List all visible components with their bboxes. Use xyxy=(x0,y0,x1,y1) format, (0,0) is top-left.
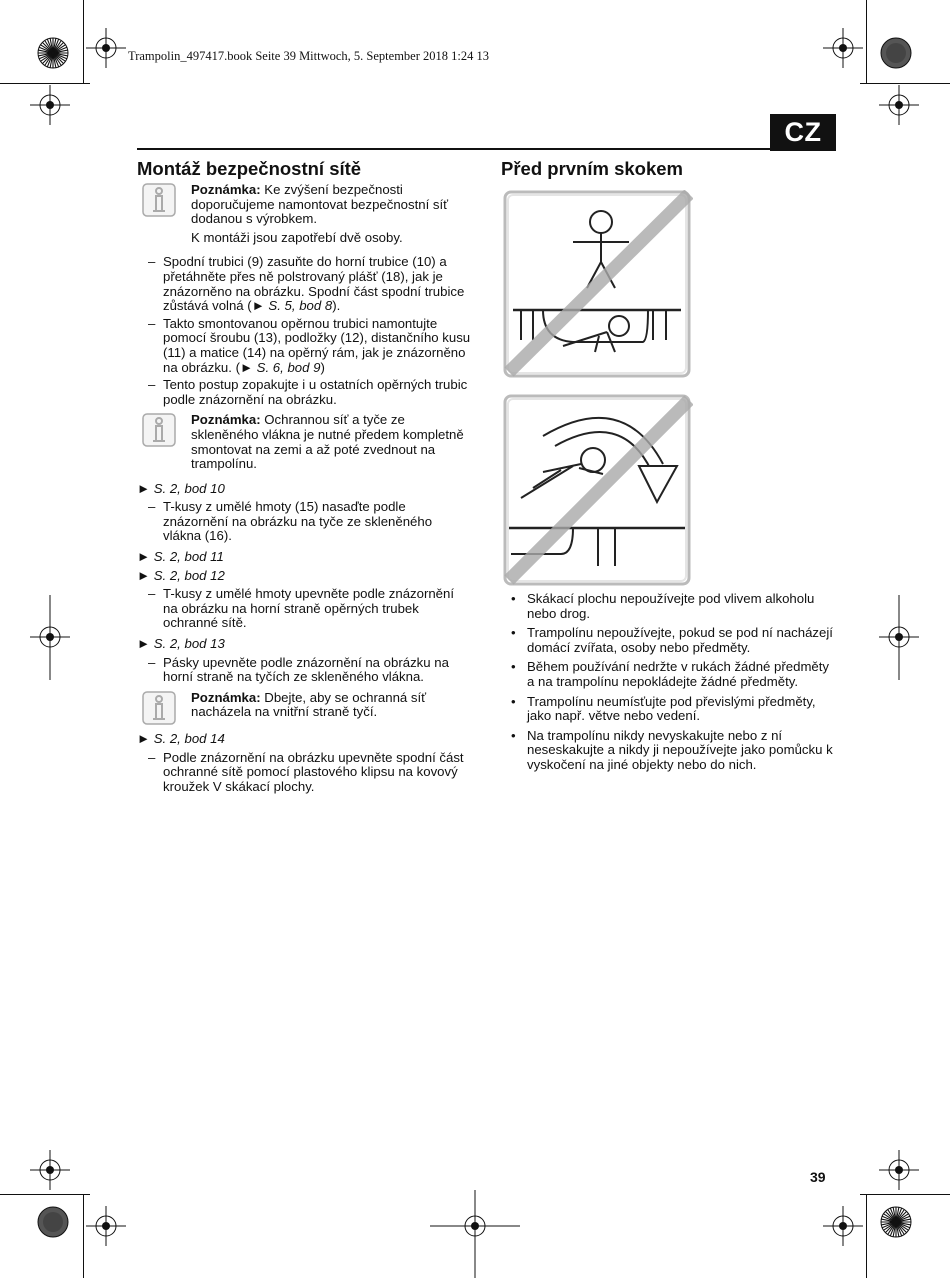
note-1-text: Poznámka: Ke zvýšení bezpečnosti doporučujeme namontovat bezpečnostní síť dodanou s výrobkem. xyxy=(191,182,449,227)
list-item: • Trampolínu neumísťujte pod převislými předměty, jako např. větve nebo vedení. xyxy=(501,695,837,724)
steps-13 xyxy=(137,656,472,685)
ref-14: ► S. 2, bod 14 xyxy=(137,731,225,746)
list-item: – Tento postup zopakujte i u ostatních opěrných trubic podle znázornění na obrázku. xyxy=(137,378,472,407)
note-1-text-2: K montáži jsou zapotřebí dvě osoby. xyxy=(191,229,403,245)
note-2-text: Poznámka: Ochrannou síť a tyče ze skleněného vlákna je nutné předem kompletně smontovat na zemi a až poté zvednout na trampolínu. xyxy=(191,412,464,472)
list-item: • Na trampolínu nikdy nevyskakujte nebo z ní neseskakujte a nikdy ji nepoužívejte jako pomůcku k vyskočení na jiné objekty nebo do nich. xyxy=(501,729,837,773)
info-note-icon xyxy=(142,691,176,725)
ref-13: ► S. 2, bod 13 xyxy=(137,636,225,652)
list-item: – Podle znázornění na obrázku upevněte spodní část ochranné sítě pomocí plastového klipsu na kovový kroužek V skákací plochy. xyxy=(137,751,472,795)
list-item: – T-kusy z umělé hmoty (15) nasaďte podle znázornění na obrázku na tyče ze skleněného vlákna (16). xyxy=(137,500,472,544)
info-note-icon xyxy=(142,413,176,447)
language-tab: CZ xyxy=(770,114,836,151)
ref-10: ► S. 2, bod 10 xyxy=(137,480,225,496)
note-1 xyxy=(137,183,472,245)
right-heading: Před prvním skokem xyxy=(501,158,683,179)
steps-10 xyxy=(137,500,472,544)
list-item: – Spodní trubici (9) zasuňte do horní trubice (10) a přetáhněte přes ně polstrovaný plášť (18), jak je znázorněno na obrázku. Spodní část spodní trubice zůstává volná (► S. 5, bod 8). xyxy=(137,255,472,313)
steps-12 xyxy=(137,587,472,631)
prohibited-flip-pictogram xyxy=(503,394,693,588)
header-rule xyxy=(137,148,771,150)
steps-14 xyxy=(137,751,472,795)
list-item: • Během používání nedržte v rukách žádné předměty a na trampolínu nepokládejte žádné předměty. xyxy=(501,660,837,689)
info-note-icon xyxy=(142,183,176,217)
note-2 xyxy=(137,413,472,471)
list-item: – Pásky upevněte podle znázornění na obrázku na horní straně na tyčích ze skleněného vlákna. xyxy=(137,656,472,685)
ref-12: ► S. 2, bod 12 xyxy=(137,567,225,583)
ref-11: ► S. 2, bod 11 xyxy=(137,549,224,565)
note-3-text: Poznámka: Dbejte, aby se ochranná síť nacházela na vnitřní straně tyčí. xyxy=(191,689,427,720)
list-item: • Trampolínu nepoužívejte, pokud se pod ní nacházejí domácí zvířata, osoby nebo předměty. xyxy=(501,626,837,655)
right-column xyxy=(501,592,837,778)
list-item: – Takto smontovanou opěrnou trubici namontujte pomocí šroubu (13), podložky (12), distančního kusu (11) a matice (14) na opěrný rám, jak je znázorněno na obrázku. (► S. 6, bod 9) xyxy=(137,317,472,375)
left-column xyxy=(137,183,472,800)
steps-1 xyxy=(137,255,472,407)
file-header: Trampolin_497417.book Seite 39 Mittwoch, 5. September 2018 1:24 13 xyxy=(128,49,489,63)
page-number: 39 xyxy=(810,1169,826,1185)
prohibited-person-under-trampoline-pictogram xyxy=(503,190,693,380)
note-3 xyxy=(137,691,472,720)
safety-list xyxy=(501,592,837,773)
list-item: • Skákací plochu nepoužívejte pod vlivem alkoholu nebo drog. xyxy=(501,592,837,621)
left-heading: Montáž bezpečnostní sítě xyxy=(137,158,362,179)
list-item: – T-kusy z umělé hmoty upevněte podle znázornění na obrázku na horní straně opěrných trubek ochranné sítě. xyxy=(137,587,472,631)
